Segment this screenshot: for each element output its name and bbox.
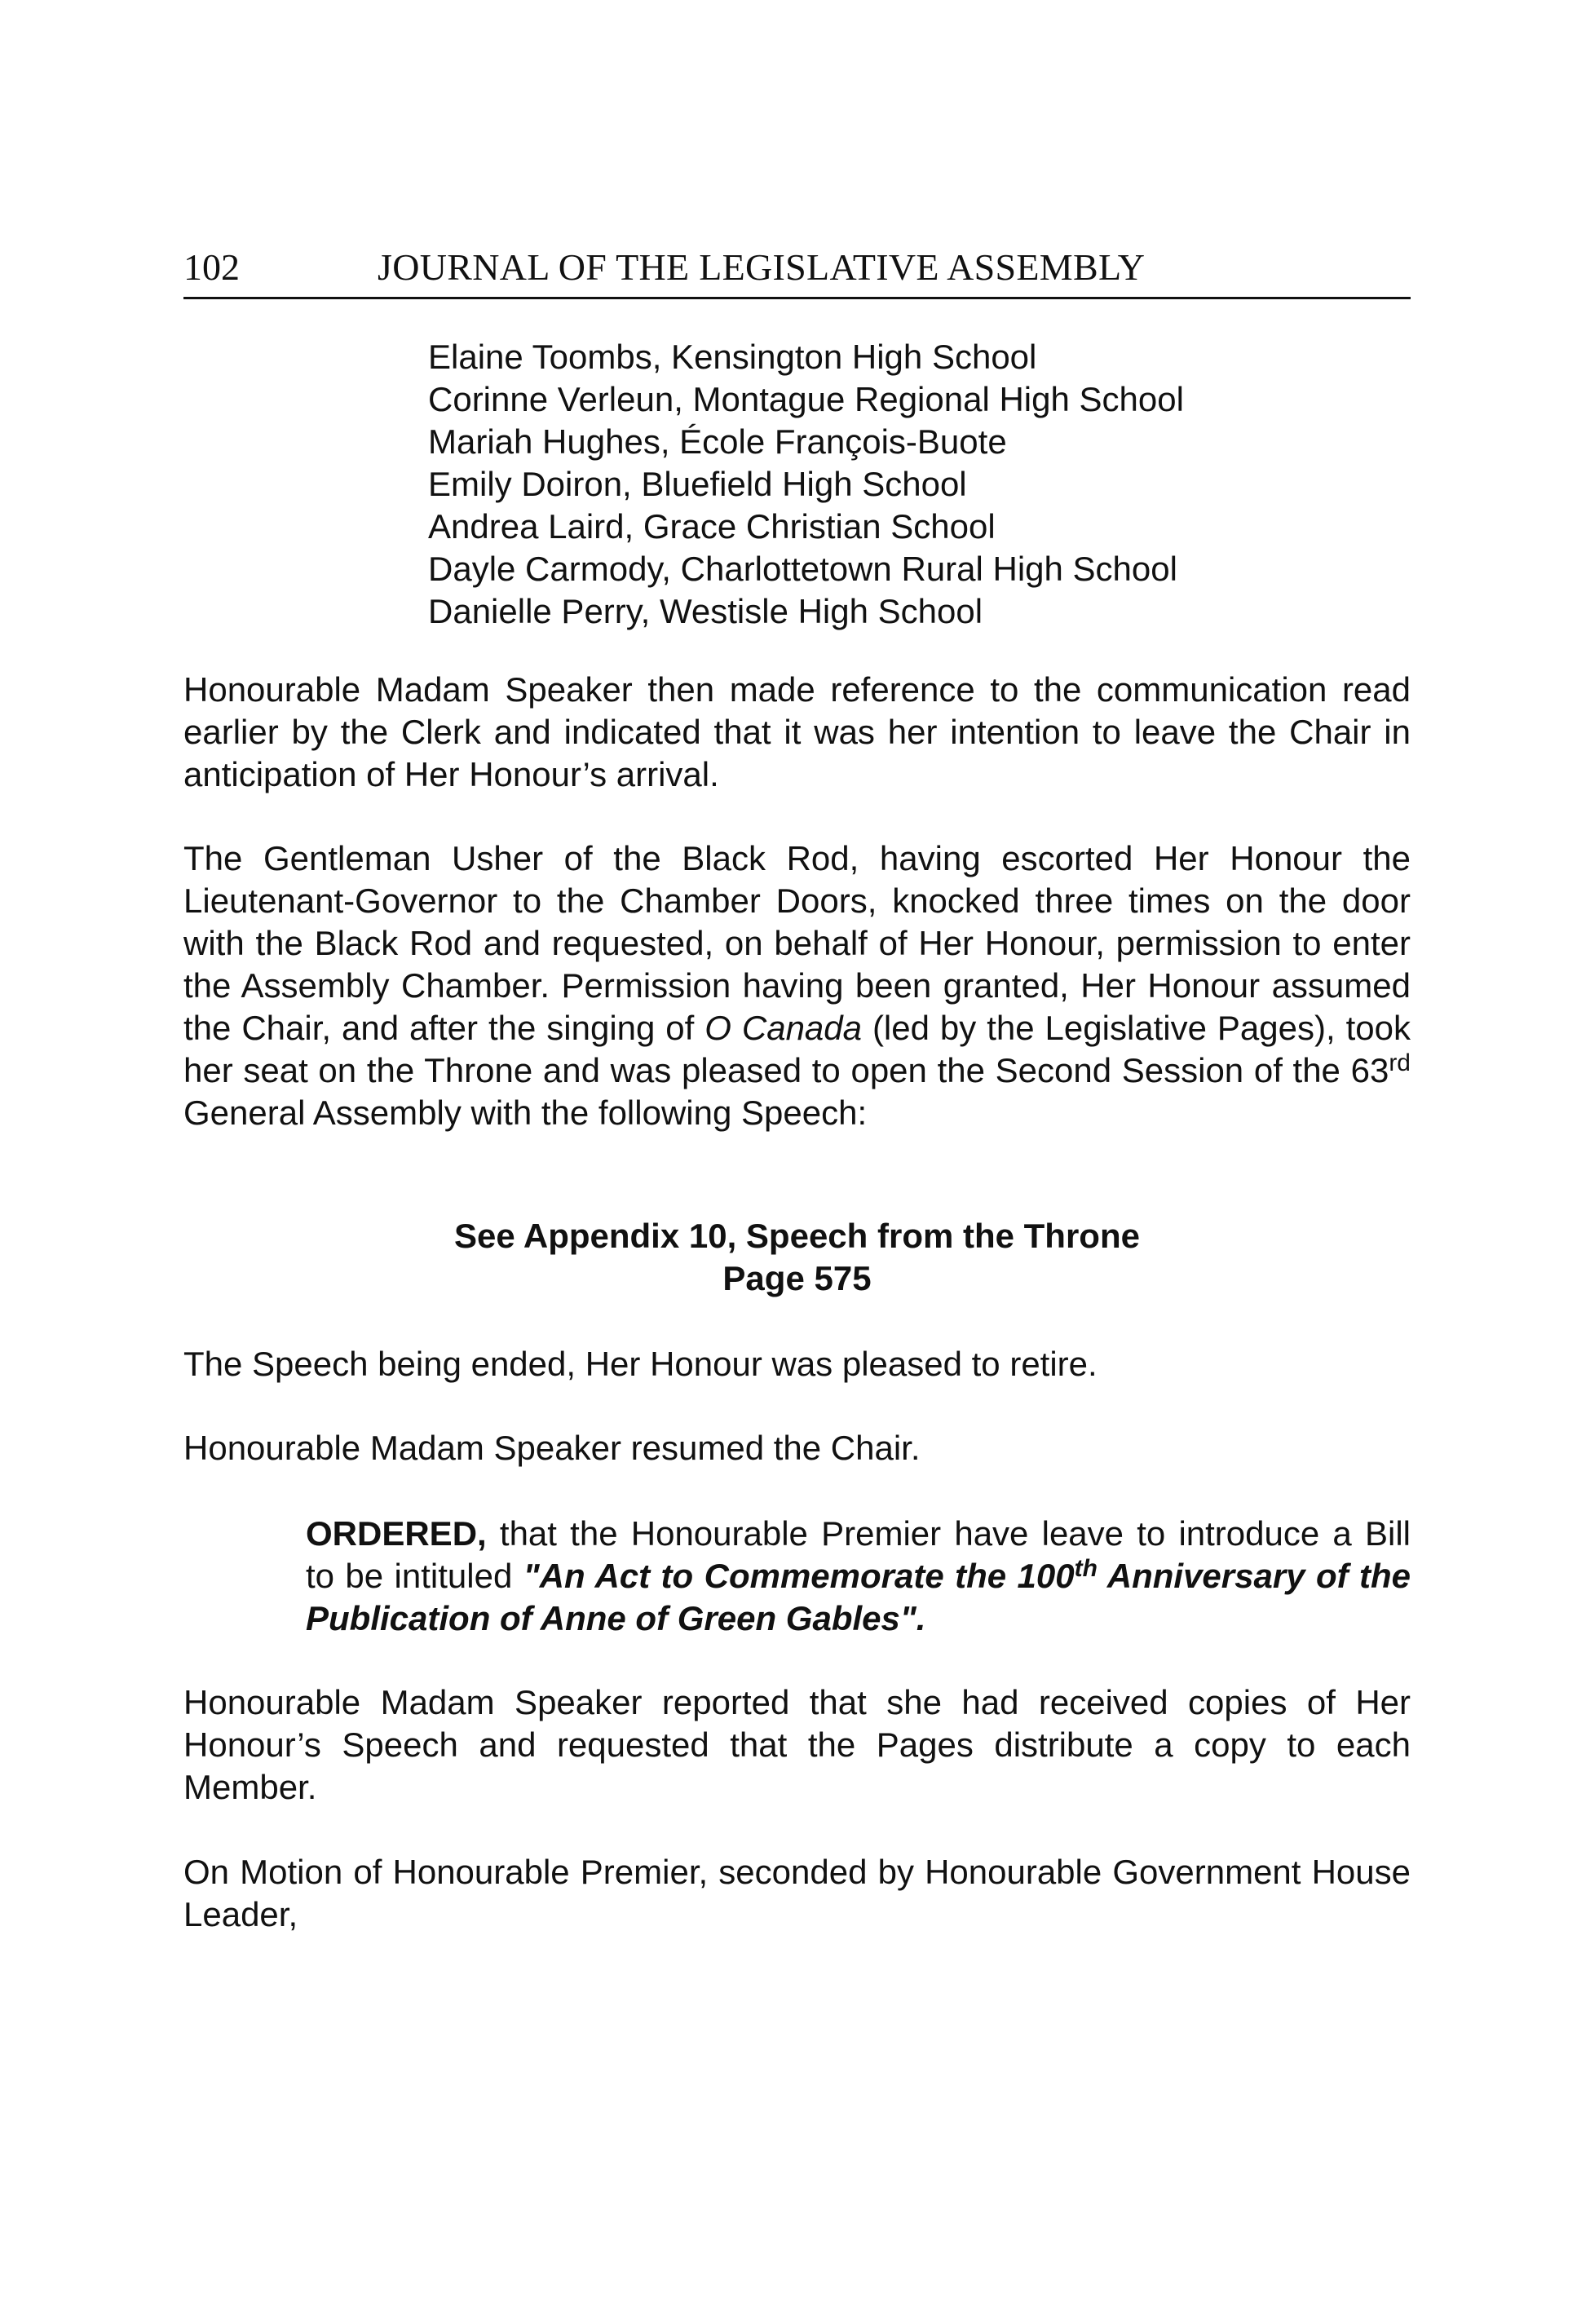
ordinal-suffix: rd xyxy=(1389,1049,1411,1076)
usher-text-part2: (led by the Legislative Pages), took her seat on the Throne and was pleased to open the Second Session of the 63 xyxy=(183,1009,1411,1089)
attendee-item: Mariah Hughes, École François-Buote xyxy=(428,422,1007,461)
journal-title: JOURNAL OF THE LEGISLATIVE ASSEMBLY xyxy=(378,246,1146,288)
bill-title-end: Anniversary of the Publication of Anne of Green Gables". xyxy=(306,1557,1411,1637)
appendix-reference-line2: Page 575 xyxy=(722,1259,872,1297)
journal-page xyxy=(183,0,1411,2324)
order-text: that the Honourable Premier have leave to introduce a Bill to be intituled xyxy=(306,1514,1411,1595)
page-number: 102 xyxy=(183,246,240,288)
ordered-keyword: ORDERED, xyxy=(306,1514,487,1553)
paragraph-copies: Honourable Madam Speaker reported that she had received copies of Her Honour’s Speech and requested that the Pages distribute a copy to each Member. xyxy=(183,1683,1411,1806)
usher-text-part1: The Gentleman Usher of the Black Rod, having escorted Her Honour the Lieutenant-Governor to the Chamber Doors, knocked three times on the door with the Black Rod and requested, on behalf of Her Honour, permission to enter the Assembly Chamber. Permission having been granted, Her Honour assumed the Chair, and after the singing of xyxy=(183,839,1411,1047)
order-block xyxy=(306,1513,1411,1640)
paragraph-motion: On Motion of Honourable Premier, seconded by Honourable Government House Leader, xyxy=(183,1853,1411,1933)
paragraph-speaker-intent: Honourable Madam Speaker then made reference to the communication read earlier by the Clerk and indicated that it was her intention to leave the Chair in anticipation of Her Honour’s arrival. xyxy=(183,670,1411,793)
attendee-item: Elaine Toombs, Kensington High School xyxy=(428,338,1037,376)
attendee-item: Danielle Perry, Westisle High School xyxy=(428,592,983,630)
attendee-item: Emily Doiron, Bluefield High School xyxy=(428,465,967,503)
bill-title-ordinal: th xyxy=(1074,1555,1098,1582)
paragraph-speaker-resumed: Honourable Madam Speaker resumed the Chair. xyxy=(183,1429,921,1467)
paragraph-usher xyxy=(183,837,1411,1134)
bill-title-start: "An Act to Commemorate the 100 xyxy=(523,1557,1075,1595)
paragraph-speech-ended: The Speech being ended, Her Honour was pleased to retire. xyxy=(183,1345,1098,1383)
attendee-item: Andrea Laird, Grace Christian School xyxy=(428,507,996,546)
o-canada-title: O Canada xyxy=(704,1009,863,1047)
attendee-list xyxy=(428,336,1411,633)
appendix-reference-line1: See Appendix 10, Speech from the Throne xyxy=(454,1217,1140,1255)
attendee-item: Corinne Verleun, Montague Regional High School xyxy=(428,380,1184,418)
appendix-reference xyxy=(183,1215,1411,1300)
page-header xyxy=(183,243,1411,299)
attendee-item: Dayle Carmody, Charlottetown Rural High School xyxy=(428,550,1177,588)
usher-text-part3: General Assembly with the following Speech: xyxy=(183,1094,868,1132)
